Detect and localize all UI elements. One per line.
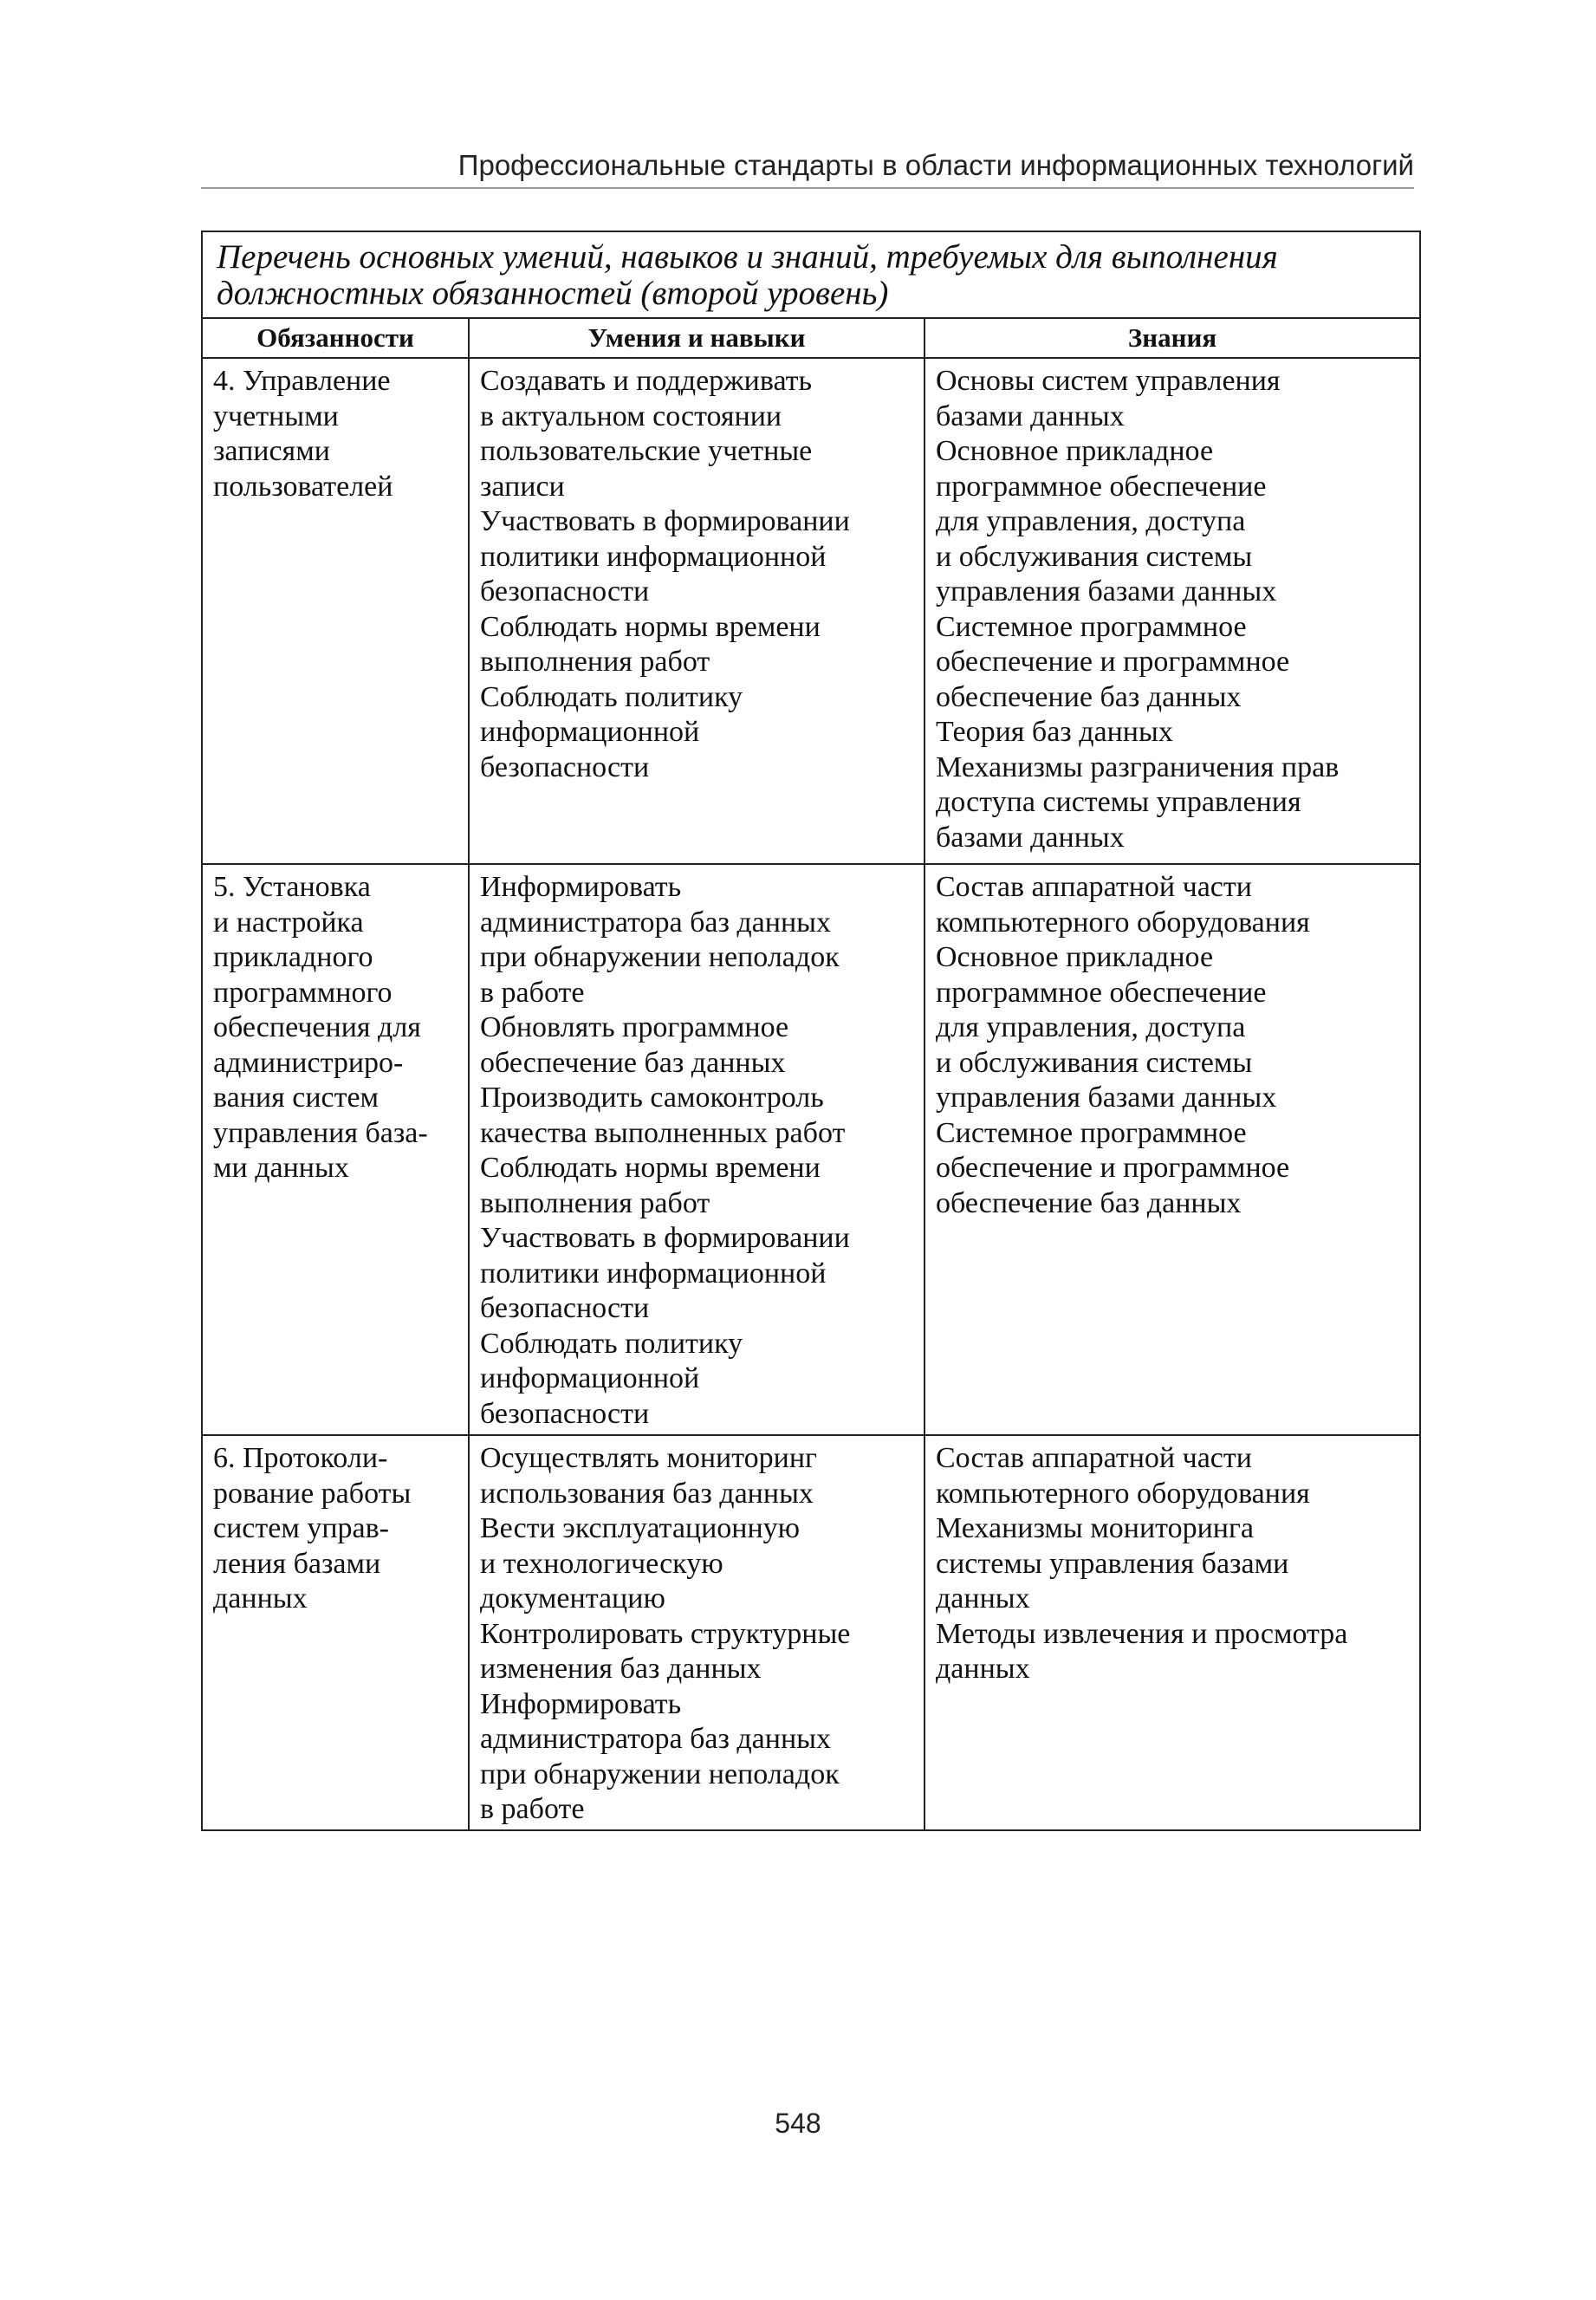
cell-line: 5. Установка: [213, 871, 371, 903]
cell-line: программное обеспечение: [936, 976, 1267, 1009]
cell-line: Методы извлечения и просмотра: [936, 1617, 1348, 1650]
cell-line: вания систем: [213, 1082, 380, 1114]
cell-line: базами данных: [936, 400, 1125, 432]
knowledge-cell: [925, 358, 1420, 864]
cell-line: изменения баз данных: [480, 1653, 762, 1685]
skills-cell: [469, 358, 925, 864]
cell-line: информационной: [480, 716, 700, 748]
cell-line: Основное прикладное: [936, 435, 1214, 467]
cell-line: обеспечение и программное: [936, 646, 1290, 678]
cell-line: Участвовать в формировании: [480, 505, 850, 537]
cell-line: системы управления базами: [936, 1547, 1289, 1580]
cell-line: обеспечение баз данных: [480, 1046, 786, 1079]
cell-line: ления базами: [213, 1547, 381, 1580]
cell-line: обеспечение баз данных: [936, 1186, 1242, 1219]
cell-line: безопасности: [480, 1397, 650, 1430]
cell-line: Производить самоконтроль: [480, 1082, 824, 1114]
cell-line: в актуальном состоянии: [480, 400, 782, 432]
cell-line: Состав аппаратной части: [936, 871, 1252, 903]
duty-cell: [202, 864, 469, 1435]
cell-line: Теория баз данных: [936, 716, 1173, 748]
cell-line: рование работы: [213, 1477, 412, 1510]
cell-line: качества выполненных работ: [480, 1116, 846, 1149]
cell-line: прикладного: [213, 941, 373, 973]
cell-line: данных: [936, 1582, 1030, 1615]
knowledge-cell: [925, 864, 1420, 1435]
cell-line: безопасности: [480, 575, 650, 607]
cell-line: компьютерного оборудования: [936, 1477, 1310, 1510]
cell-line: Обновлять программное: [480, 1011, 789, 1043]
table-row: [202, 358, 1420, 864]
cell-line: Соблюдать политику: [480, 1327, 743, 1360]
running-header-title: Профессиональные стандарты в области информационных технологий: [457, 149, 1414, 181]
knowledge-cell: [925, 1435, 1420, 1830]
cell-line: Основы систем управления: [936, 365, 1281, 397]
cell-line: компьютерного оборудования: [936, 906, 1310, 939]
cell-line: записями: [213, 435, 330, 467]
page-number: 548: [775, 2108, 821, 2139]
cell-line: Системное программное: [936, 610, 1247, 643]
cell-line: Участвовать в формировании: [480, 1222, 850, 1254]
cell-line: пользовательские учетные: [480, 435, 813, 467]
cell-line: управления базами данных: [936, 575, 1277, 607]
cell-line: Информировать: [480, 1687, 682, 1720]
cell-line: Системное программное: [936, 1116, 1247, 1149]
cell-line: Создавать и поддерживать: [480, 365, 813, 397]
cell-line: 4. Управление: [213, 365, 391, 397]
table-row: [202, 1435, 1420, 1830]
cell-line: Соблюдать политику: [480, 680, 743, 713]
column-header-duties: Обязанности: [202, 318, 469, 358]
table-row: [202, 864, 1420, 1435]
cell-line: при обнаружении неполадок: [480, 1757, 840, 1790]
cell-line: Состав аппаратной части: [936, 1442, 1252, 1474]
duties-table: [201, 231, 1421, 1831]
cell-line: учетными: [213, 400, 339, 432]
cell-line: Контролировать структурные: [480, 1617, 851, 1650]
cell-line: данных: [213, 1582, 308, 1615]
cell-line: систем управ-: [213, 1512, 390, 1544]
cell-line: безопасности: [480, 1292, 650, 1324]
skills-cell: [469, 864, 925, 1435]
cell-line: и технологическую: [480, 1547, 723, 1580]
running-header: [201, 146, 1414, 189]
cell-line: данных: [936, 1653, 1030, 1685]
cell-line: администриро-: [213, 1046, 404, 1079]
table-header-row: [202, 318, 1420, 358]
cell-line: и обслуживания системы: [936, 1046, 1253, 1079]
cell-line: в работе: [480, 1793, 585, 1825]
cell-line: использования баз данных: [480, 1477, 814, 1510]
cell-line: ми данных: [213, 1152, 349, 1184]
cell-line: Механизмы разграничения прав: [936, 750, 1340, 783]
table-caption: [202, 231, 1420, 318]
column-header-skills: Умения и навыки: [469, 318, 925, 358]
cell-line: программного: [213, 976, 393, 1009]
caption-line: должностных обязанностей (второй уровень): [217, 275, 889, 312]
cell-line: и обслуживания системы: [936, 540, 1253, 573]
cell-line: доступа системы управления: [936, 786, 1301, 818]
cell-line: управления база-: [213, 1116, 428, 1149]
cell-line: Осуществлять мониторинг: [480, 1442, 817, 1474]
cell-line: в работе: [480, 976, 585, 1009]
cell-line: обеспечения для: [213, 1011, 421, 1043]
cell-line: Соблюдать нормы времени: [480, 610, 821, 643]
skills-cell: [469, 1435, 925, 1830]
duty-cell: [202, 358, 469, 864]
caption-line: Перечень основных умений, навыков и знаний, требуемых для выполнения: [217, 238, 1278, 276]
cell-line: 6. Протоколи-: [213, 1442, 388, 1474]
table-body: [202, 358, 1420, 1830]
cell-line: администратора баз данных: [480, 906, 832, 939]
cell-line: при обнаружении неполадок: [480, 941, 840, 973]
cell-line: программное обеспечение: [936, 470, 1267, 503]
cell-line: Информировать: [480, 871, 682, 903]
cell-line: для управления, доступа: [936, 505, 1246, 537]
cell-line: управления базами данных: [936, 1082, 1277, 1114]
cell-line: информационной: [480, 1362, 700, 1394]
cell-line: Вести эксплуатационную: [480, 1512, 801, 1544]
cell-line: администратора баз данных: [480, 1723, 832, 1755]
table-caption-row: [202, 231, 1420, 318]
cell-line: базами данных: [936, 821, 1125, 854]
cell-line: обеспечение баз данных: [936, 680, 1242, 713]
cell-line: Соблюдать нормы времени: [480, 1152, 821, 1184]
cell-line: документацию: [480, 1582, 665, 1615]
cell-line: и настройка: [213, 906, 364, 939]
cell-line: обеспечение и программное: [936, 1152, 1290, 1184]
cell-line: безопасности: [480, 750, 650, 783]
cell-line: Механизмы мониторинга: [936, 1512, 1255, 1544]
cell-line: политики информационной: [480, 1257, 827, 1290]
duty-cell: [202, 1435, 469, 1830]
cell-line: выполнения работ: [480, 1186, 710, 1219]
cell-line: Основное прикладное: [936, 941, 1214, 973]
cell-line: для управления, доступа: [936, 1011, 1246, 1043]
cell-line: политики информационной: [480, 540, 827, 573]
column-header-knowledge: Знания: [925, 318, 1420, 358]
cell-line: записи: [480, 470, 565, 503]
cell-line: выполнения работ: [480, 646, 710, 678]
cell-line: пользователей: [213, 470, 393, 503]
